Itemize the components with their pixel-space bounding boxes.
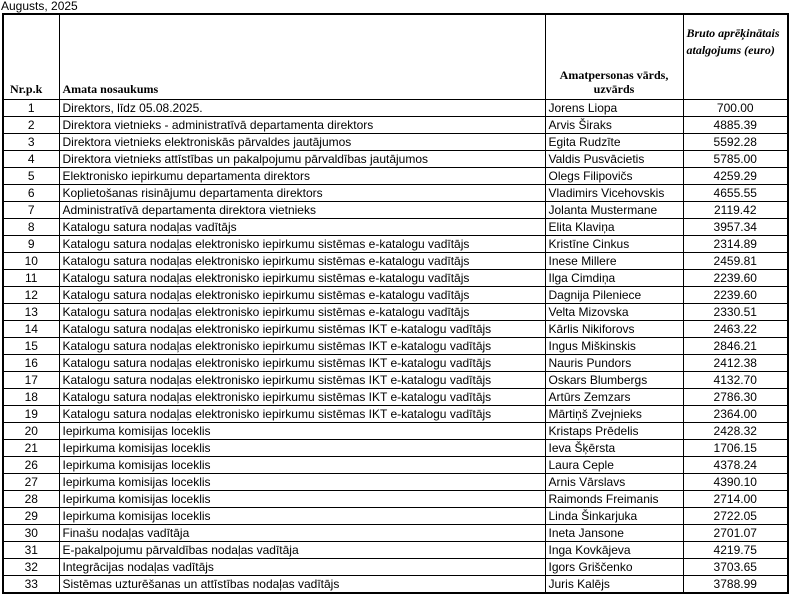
table-caption: Augusts, 2025 xyxy=(1,0,78,13)
row-nr-cell: 28 xyxy=(3,491,59,508)
header-salary: Bruto aprēķinātais atalgojums (euro) xyxy=(683,14,788,100)
table-row xyxy=(3,202,788,219)
row-person-cell: Mārtiņš Zvejnieks xyxy=(545,406,683,423)
row-salary-cell: 1706.15 xyxy=(683,440,788,457)
row-nr-cell: 9 xyxy=(3,236,59,253)
row-person-cell: Kārlis Nikiforovs xyxy=(545,321,683,338)
row-position-cell: Katalogu satura nodaļas elektronisko iepirkumu sistēmas IKT e-katalogu vadītājs xyxy=(59,389,545,406)
row-position-cell: Direktora vietnieks elektroniskās pārvaldes jautājumos xyxy=(59,134,545,151)
row-nr-cell: 1 xyxy=(3,100,59,117)
row-salary-cell: 4390.10 xyxy=(683,474,788,491)
row-position-cell: Katalogu satura nodaļas elektronisko iepirkumu sistēmas e-katalogu vadītājs xyxy=(59,253,545,270)
table-row xyxy=(3,287,788,304)
table-row xyxy=(3,134,788,151)
row-person-cell: Arvis Širaks xyxy=(545,117,683,134)
table-row xyxy=(3,440,788,457)
table-body xyxy=(3,100,788,594)
row-person-cell: Egita Rudzīte xyxy=(545,134,683,151)
row-nr-cell: 19 xyxy=(3,406,59,423)
row-salary-cell: 3788.99 xyxy=(683,576,788,594)
row-position-cell: Iepirkuma komisijas loceklis xyxy=(59,474,545,491)
table-row xyxy=(3,151,788,168)
row-salary-cell: 2428.32 xyxy=(683,423,788,440)
row-nr-cell: 14 xyxy=(3,321,59,338)
row-person-cell: Ilga Cimdiņa xyxy=(545,270,683,287)
table-row xyxy=(3,491,788,508)
row-salary-cell: 5785.00 xyxy=(683,151,788,168)
row-salary-cell: 3957.34 xyxy=(683,219,788,236)
row-position-cell: Direktora vietnieks - administratīvā departamenta direktors xyxy=(59,117,545,134)
row-nr-cell: 6 xyxy=(3,185,59,202)
table-row xyxy=(3,457,788,474)
row-position-cell: Elektronisko iepirkumu departamenta direktors xyxy=(59,168,545,185)
table-row xyxy=(3,100,788,117)
row-person-cell: Ingus Miškinskis xyxy=(545,338,683,355)
row-salary-cell: 4655.55 xyxy=(683,185,788,202)
row-position-cell: Iepirkuma komisijas loceklis xyxy=(59,423,545,440)
row-position-cell: Administratīvā departamenta direktora vietnieks xyxy=(59,202,545,219)
row-nr-cell: 13 xyxy=(3,304,59,321)
row-position-cell: Iepirkuma komisijas loceklis xyxy=(59,457,545,474)
row-nr-cell: 32 xyxy=(3,559,59,576)
salary-table xyxy=(2,13,789,594)
row-salary-cell: 4219.75 xyxy=(683,542,788,559)
row-nr-cell: 26 xyxy=(3,457,59,474)
row-nr-cell: 27 xyxy=(3,474,59,491)
row-position-cell: Katalogu satura nodaļas elektronisko iepirkumu sistēmas e-katalogu vadītājs xyxy=(59,270,545,287)
row-salary-cell: 4378.24 xyxy=(683,457,788,474)
row-position-cell: Direktora vietnieks attīstības un pakalpojumu pārvaldības jautājumos xyxy=(59,151,545,168)
row-salary-cell: 5592.28 xyxy=(683,134,788,151)
row-nr-cell: 33 xyxy=(3,576,59,594)
header-person: Amatpersonas vārds, uzvārds xyxy=(545,14,683,100)
row-position-cell: Katalogu satura nodaļas elektronisko iepirkumu sistēmas IKT e-katalogu vadītājs xyxy=(59,372,545,389)
row-position-cell: Sistēmas uzturēšanas un attīstības nodaļas vadītājs xyxy=(59,576,545,594)
row-person-cell: Velta Mizovska xyxy=(545,304,683,321)
row-salary-cell: 2314.89 xyxy=(683,236,788,253)
row-salary-cell: 2119.42 xyxy=(683,202,788,219)
row-nr-cell: 7 xyxy=(3,202,59,219)
row-salary-cell: 2463.22 xyxy=(683,321,788,338)
row-salary-cell: 4259.29 xyxy=(683,168,788,185)
row-person-cell: Jolanta Mustermane xyxy=(545,202,683,219)
table-row xyxy=(3,338,788,355)
table-row xyxy=(3,559,788,576)
row-position-cell: Katalogu satura nodaļas elektronisko iepirkumu sistēmas IKT e-katalogu vadītājs xyxy=(59,355,545,372)
row-salary-cell: 2364.00 xyxy=(683,406,788,423)
row-position-cell: E-pakalpojumu pārvaldības nodaļas vadītāja xyxy=(59,542,545,559)
row-salary-cell: 4132.70 xyxy=(683,372,788,389)
row-nr-cell: 30 xyxy=(3,525,59,542)
table-row xyxy=(3,508,788,525)
row-salary-cell: 2412.38 xyxy=(683,355,788,372)
row-person-cell: Olegs Filipovičs xyxy=(545,168,683,185)
row-person-cell: Ieva Šķērsta xyxy=(545,440,683,457)
row-person-cell: Inese Millere xyxy=(545,253,683,270)
row-position-cell: Katalogu satura nodaļas elektronisko iepirkumu sistēmas e-katalogu vadītājs xyxy=(59,236,545,253)
table-row xyxy=(3,321,788,338)
row-position-cell: Iepirkuma komisijas loceklis xyxy=(59,508,545,525)
row-position-cell: Katalogu satura nodaļas elektronisko iepirkumu sistēmas IKT e-katalogu vadītājs xyxy=(59,338,545,355)
row-nr-cell: 10 xyxy=(3,253,59,270)
row-salary-cell: 4885.39 xyxy=(683,117,788,134)
row-person-cell: Kristaps Prēdelis xyxy=(545,423,683,440)
row-person-cell: Nauris Pundors xyxy=(545,355,683,372)
table-row xyxy=(3,168,788,185)
row-person-cell: Jorens Liopa xyxy=(545,100,683,117)
row-person-cell: Oskars Blumbergs xyxy=(545,372,683,389)
row-position-cell: Katalogu satura nodaļas elektronisko iepirkumu sistēmas e-katalogu vadītājs xyxy=(59,287,545,304)
table-row xyxy=(3,406,788,423)
row-nr-cell: 4 xyxy=(3,151,59,168)
row-salary-cell: 2846.21 xyxy=(683,338,788,355)
row-person-cell: Laura Ceple xyxy=(545,457,683,474)
row-person-cell: Artūrs Zemzars xyxy=(545,389,683,406)
row-person-cell: Raimonds Freimanis xyxy=(545,491,683,508)
row-position-cell: Iepirkuma komisijas loceklis xyxy=(59,491,545,508)
row-nr-cell: 11 xyxy=(3,270,59,287)
table-row xyxy=(3,525,788,542)
table-row xyxy=(3,304,788,321)
row-nr-cell: 2 xyxy=(3,117,59,134)
row-salary-cell: 2330.51 xyxy=(683,304,788,321)
table-row xyxy=(3,355,788,372)
row-salary-cell: 2239.60 xyxy=(683,270,788,287)
row-salary-cell: 3703.65 xyxy=(683,559,788,576)
row-nr-cell: 5 xyxy=(3,168,59,185)
table-row xyxy=(3,389,788,406)
row-nr-cell: 16 xyxy=(3,355,59,372)
row-person-cell: Vladimirs Vicehovskis xyxy=(545,185,683,202)
header-position: Amata nosaukums xyxy=(59,14,545,100)
table-row xyxy=(3,185,788,202)
row-nr-cell: 17 xyxy=(3,372,59,389)
row-person-cell: Arnis Vārslavs xyxy=(545,474,683,491)
row-person-cell: Linda Šinkarjuka xyxy=(545,508,683,525)
row-salary-cell: 700.00 xyxy=(683,100,788,117)
row-salary-cell: 2459.81 xyxy=(683,253,788,270)
table-row xyxy=(3,474,788,491)
row-salary-cell: 2786.30 xyxy=(683,389,788,406)
row-nr-cell: 18 xyxy=(3,389,59,406)
row-nr-cell: 29 xyxy=(3,508,59,525)
table-row xyxy=(3,236,788,253)
table-row xyxy=(3,372,788,389)
row-position-cell: Finašu nodaļas vadītāja xyxy=(59,525,545,542)
table-row xyxy=(3,576,788,594)
row-position-cell: Katalogu satura nodaļas vadītājs xyxy=(59,219,545,236)
row-person-cell: Ineta Jansone xyxy=(545,525,683,542)
table-row xyxy=(3,270,788,287)
row-position-cell: Koplietošanas risinājumu departamenta direktors xyxy=(59,185,545,202)
row-nr-cell: 8 xyxy=(3,219,59,236)
row-person-cell: Dagnija Pileniece xyxy=(545,287,683,304)
header-nr: Nr.p.k xyxy=(3,14,59,100)
row-person-cell: Igors Griščenko xyxy=(545,559,683,576)
row-nr-cell: 20 xyxy=(3,423,59,440)
row-salary-cell: 2701.07 xyxy=(683,525,788,542)
row-nr-cell: 15 xyxy=(3,338,59,355)
row-salary-cell: 2239.60 xyxy=(683,287,788,304)
table-row xyxy=(3,542,788,559)
row-position-cell: Katalogu satura nodaļas elektronisko iepirkumu sistēmas IKT e-katalogu vadītājs xyxy=(59,321,545,338)
table-row xyxy=(3,423,788,440)
header-row xyxy=(3,14,788,100)
row-position-cell: Iepirkuma komisijas loceklis xyxy=(59,440,545,457)
table-row xyxy=(3,117,788,134)
row-nr-cell: 3 xyxy=(3,134,59,151)
row-position-cell: Direktors, līdz 05.08.2025. xyxy=(59,100,545,117)
row-nr-cell: 21 xyxy=(3,440,59,457)
row-person-cell: Valdis Pusvācietis xyxy=(545,151,683,168)
row-position-cell: Katalogu satura nodaļas elektronisko iepirkumu sistēmas IKT e-katalogu vadītājs xyxy=(59,406,545,423)
row-position-cell: Katalogu satura nodaļas elektronisko iepirkumu sistēmas e-katalogu vadītājs xyxy=(59,304,545,321)
row-position-cell: Integrācijas nodaļas vadītājs xyxy=(59,559,545,576)
row-nr-cell: 31 xyxy=(3,542,59,559)
row-salary-cell: 2714.00 xyxy=(683,491,788,508)
row-person-cell: Inga Kovkājeva xyxy=(545,542,683,559)
table-row xyxy=(3,253,788,270)
row-nr-cell: 12 xyxy=(3,287,59,304)
table-row xyxy=(3,219,788,236)
row-person-cell: Juris Kalējs xyxy=(545,576,683,594)
row-person-cell: Kristīne Cinkus xyxy=(545,236,683,253)
row-salary-cell: 2722.05 xyxy=(683,508,788,525)
row-person-cell: Elita Klaviņa xyxy=(545,219,683,236)
